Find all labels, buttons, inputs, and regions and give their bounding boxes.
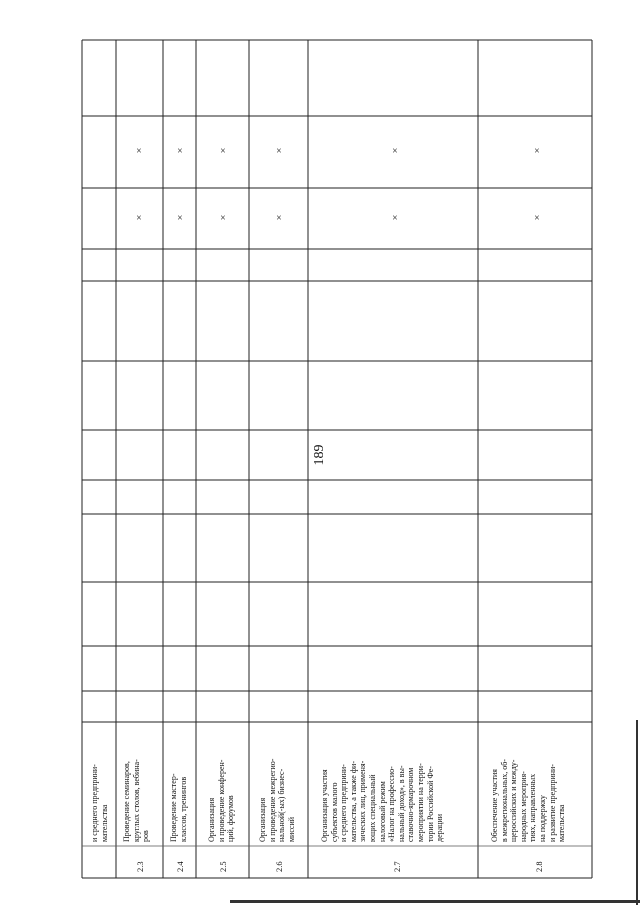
row-text-2-5: Организация и проведение конферен- ций, форумов	[207, 759, 236, 842]
row-text-continued: и среднего предприни- мательства	[90, 764, 109, 842]
row-text-2-4: Проведение мастер- классов, тренингов	[169, 773, 188, 842]
row-text-2-8: Обеспечение участия в межрегиональных, об- щероссийских и между- народных мероприя- тиях, направленных на поддержку и развитие предприни- мательства	[490, 759, 567, 842]
page-number: 189	[312, 444, 327, 466]
row-number-2-7: 2.7	[392, 861, 402, 872]
mark-2-3-a: ×	[136, 146, 142, 157]
scan-edge-right	[636, 720, 638, 905]
mark-2-3-b: ×	[136, 213, 142, 224]
mark-2-4-b: ×	[177, 213, 183, 224]
row-text-2-3: Проведение семинаров, круглых столов, вебина- ров	[122, 759, 151, 842]
row-number-2-6: 2.6	[274, 861, 284, 872]
mark-2-7-b: ×	[392, 213, 398, 224]
mark-2-5-b: ×	[220, 213, 226, 224]
mark-2-7-a: ×	[392, 146, 398, 157]
mark-2-4-a: ×	[177, 146, 183, 157]
mark-2-6-a: ×	[276, 146, 282, 157]
mark-2-8-a: ×	[534, 146, 540, 157]
row-number-2-3: 2.3	[135, 861, 145, 872]
mark-2-6-b: ×	[276, 213, 282, 224]
row-number-2-4: 2.4	[175, 861, 185, 872]
row-text-2-6: Организация и проведение межрегио- нальной(-ых) бизнес- миссий	[258, 758, 296, 842]
row-number-2-5: 2.5	[218, 861, 228, 872]
mark-2-5-a: ×	[220, 146, 226, 157]
row-text-2-7: Организация участия субъектов малого и среднего предприни- мательства, а также фи- зических лиц, применя- ющих специальный налоговый режим «Налог на профессио- нальный доход», в вы- ставочно-ярмарочном мероприятии на терри- тории Российской Фе- дерации	[320, 760, 445, 842]
mark-2-8-b: ×	[534, 213, 540, 224]
scan-edge-bottom	[230, 900, 640, 903]
row-number-2-8: 2.8	[534, 861, 544, 872]
